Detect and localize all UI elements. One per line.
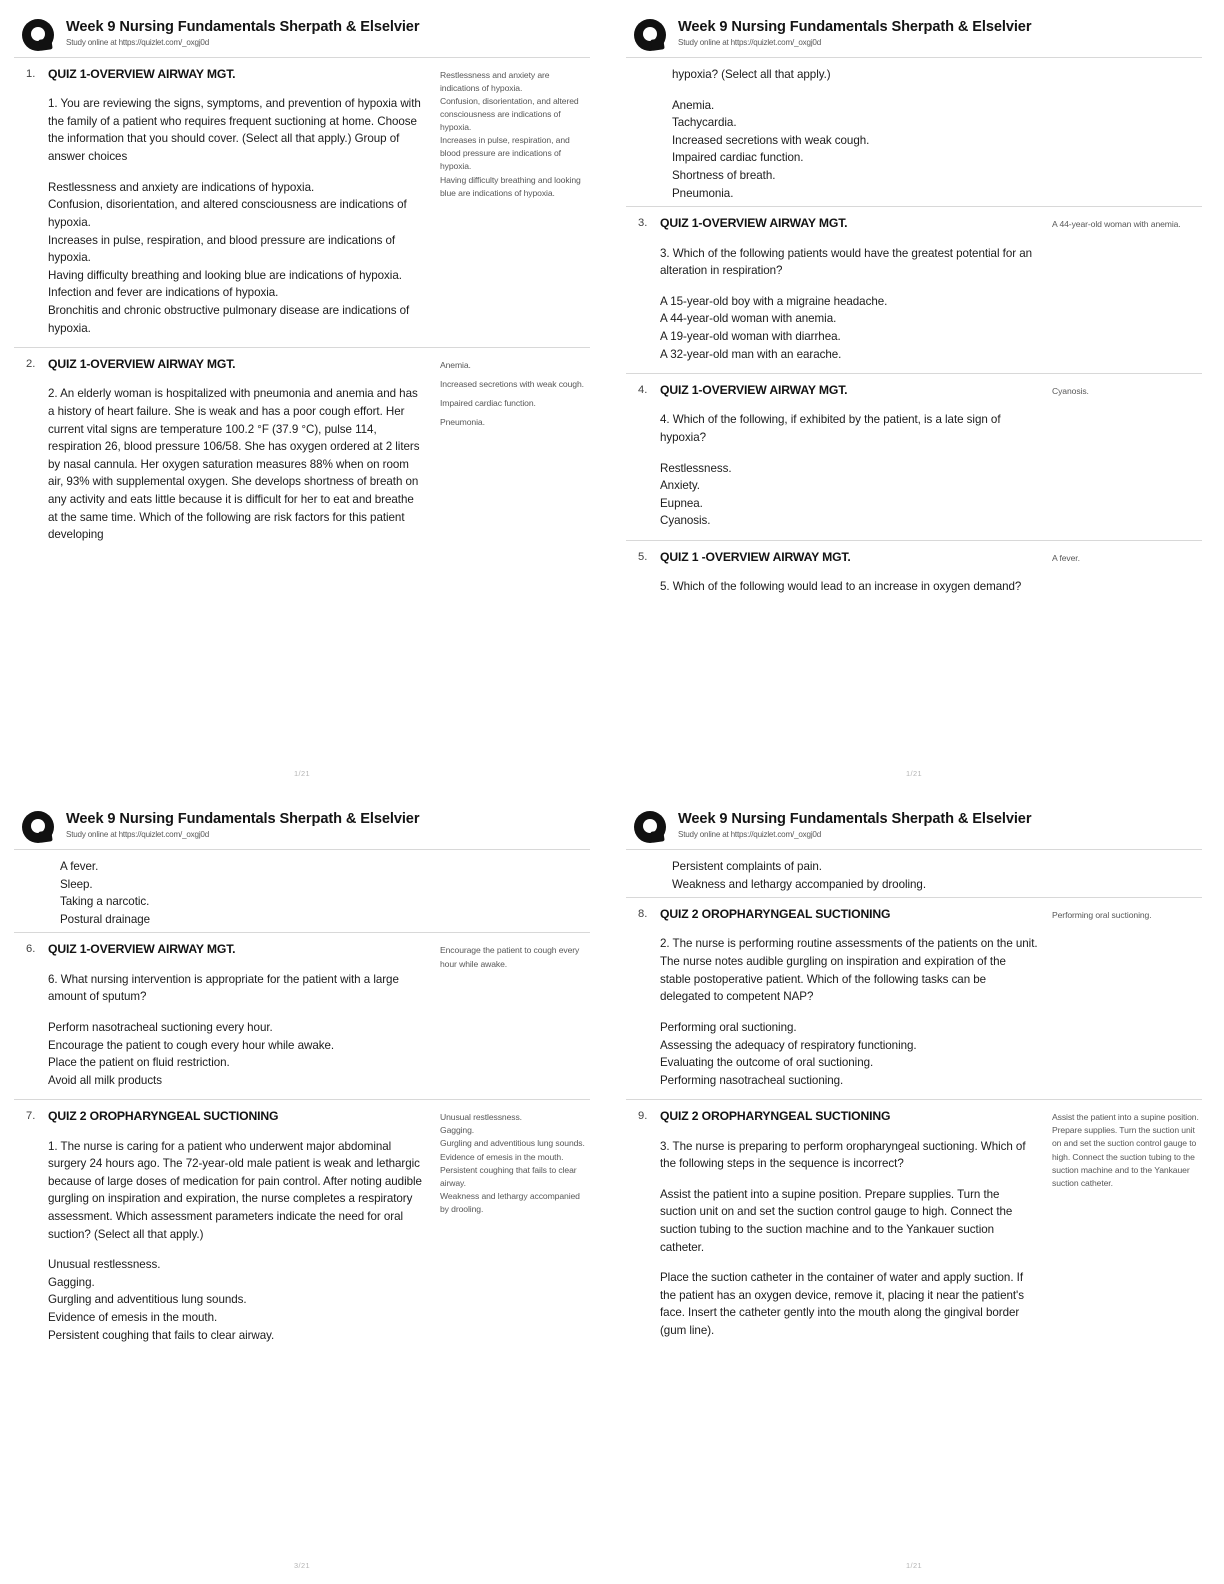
card-term-title: QUIZ 2 OROPHARYNGEAL SUCTIONING [48, 1109, 279, 1124]
card-term-paragraph: Perform nasotracheal suctioning every hour. Encourage the patient to cough every hour while awake. Place the patient on fluid restriction. Avoid all milk products [48, 1020, 335, 1087]
page-sheet [0, 792, 612, 1584]
card-definition-paragraph: Impaired cardiac function. [440, 398, 536, 409]
page-sheet [612, 0, 1224, 792]
continued-paragraph: Anemia. Tachycardia. Increased secretions with weak cough. Impaired cardiac function. Shortness of breath. Pneumonia. [672, 98, 870, 200]
card-term-paragraph: 3. The nurse is preparing to perform oropharyngeal suctioning. Which of the following steps in the sequence is incorrect? [660, 1139, 1026, 1171]
document-title: Week 9 Nursing Fundamentals Sherpath & Elselvier [66, 811, 420, 827]
card-term-paragraph: 3. Which of the following patients would have the greatest potential for an alteration in respiration? [660, 246, 1032, 278]
card-definition-column [440, 1109, 590, 1216]
continued-column [14, 858, 452, 928]
card-term-title: QUIZ 1-OVERVIEW AIRWAY MGT. [48, 942, 236, 957]
quizlet-q-logo-icon [634, 811, 668, 845]
continued-text [60, 858, 438, 928]
card-term-paragraph: Performing oral suctioning. Assessing the adequacy of respiratory functioning. Evaluating the outcome of oral suctioning. Performing nasotracheal suctioning. [660, 1020, 917, 1087]
card-term-paragraph: 1. The nurse is caring for a patient who underwent major abdominal surgery 24 hours ago. The 72-year-old male patient is weak and lethargic because of large doses of medication for pain control. After noting audible gurgling on inspiration and expiration, the nurse completes a respiratory assessment. Which assessment parameters indicate the need for oral suction? (Select all that apply.) [48, 1139, 422, 1241]
card-term-paragraph: Place the suction catheter in the container of water and apply suction. If the patient has an oxygen device, remove it, placing it near the patient's face. Insert the catheter gently into the mouth along the gingival border (gum line). [660, 1271, 1024, 1338]
card-definition-paragraph: Cyanosis. [1052, 386, 1089, 397]
study-online-url: Study online at https://quizlet.com/_oxgj0d [66, 829, 210, 839]
card-row [14, 932, 590, 1099]
continued-paragraph: A fever. Sleep. Taking a narcotic. Postural drainage [60, 860, 151, 926]
page-footer: 3/21 [294, 1561, 310, 1570]
card-definition-paragraph: Pneumonia. [440, 417, 485, 428]
card-row [626, 373, 1202, 540]
study-online-url: Study online at https://quizlet.com/_oxgj0d [678, 829, 822, 839]
card-definition-column [440, 357, 590, 429]
card-term-paragraph: 4. Which of the following, if exhibited by the patient, is a late sign of hypoxia? [660, 413, 1001, 445]
card-term-paragraph: 6. What nursing intervention is appropriate for the patient with a large amount of sputum? [48, 972, 399, 1004]
card-number: 4. [638, 384, 648, 397]
continued-text-block [626, 57, 1202, 206]
card-term-body [48, 95, 426, 337]
page-footer: 1/21 [294, 769, 310, 778]
card-definition-paragraph: A 44-year-old woman with anemia. [1052, 219, 1181, 230]
card-definition-column [440, 942, 590, 970]
card-term-column [48, 67, 440, 337]
continued-column [626, 858, 1064, 893]
card-definition-paragraph: Anemia. [440, 360, 471, 371]
card-term-paragraph: 2. The nurse is performing routine assessments of the patients on the unit. The nurse notes audible gurgling on inspiration and expiration of the stable postoperative patient. Which of the following tasks can be delegated to competent NAP? [660, 937, 1038, 1004]
card-number: 3. [638, 217, 648, 230]
logo-tail [38, 38, 52, 51]
card-number: 7. [26, 1110, 36, 1123]
study-online-url: Study online at https://quizlet.com/_oxgj0d [66, 37, 210, 47]
card-term-title: QUIZ 2 OROPHARYNGEAL SUCTIONING [660, 907, 891, 922]
page-footer: 1/21 [906, 1561, 922, 1570]
card-term-title: QUIZ 1-OVERVIEW AIRWAY MGT. [48, 357, 236, 372]
card-row [626, 540, 1202, 606]
card-term-body [660, 1138, 1038, 1340]
header-text [66, 810, 419, 839]
continued-column [626, 66, 1064, 202]
card-definition-paragraph: Unusual restlessness. Gagging. Gurgling and adventitious lung sounds. Evidence of emesis in the mouth. Persistent coughing that fails to clear airway. Weakness and lethargy accompanied by drooling. [440, 1112, 585, 1214]
card-definition-paragraph: Restlessness and anxiety are indications of hypoxia. Confusion, disorientation, and altered consciousness are indications of hypoxia. Increases in pulse, respiration, and blood pressure are indications of hypoxia. Having difficulty breathing and looking blue are indications of hypoxia. [440, 70, 581, 198]
header-text [678, 810, 1031, 839]
card-term-paragraph: A 15-year-old boy with a migraine headache. A 44-year-old woman with anemia. A 19-year-old woman with diarrhea. A 32-year-old man with an earache. [660, 294, 888, 361]
card-row [14, 1099, 590, 1354]
quizlet-q-logo-icon [634, 19, 668, 53]
page-header [626, 810, 1202, 845]
study-online-url: Study online at https://quizlet.com/_oxgj0d [678, 37, 822, 47]
card-number: 8. [638, 908, 648, 921]
card-term-body [660, 411, 1038, 530]
card-term-body [660, 578, 1038, 596]
card-number: 9. [638, 1110, 648, 1123]
card-term-title: QUIZ 2 OROPHARYNGEAL SUCTIONING [660, 1109, 891, 1124]
card-term-body [48, 971, 426, 1090]
card-list [14, 849, 590, 1551]
card-definition-paragraph: A fever. [1052, 553, 1080, 564]
card-term-body [48, 385, 426, 543]
continued-text-block [14, 849, 590, 932]
quizlet-q-logo-icon [22, 19, 56, 53]
page-header [14, 18, 590, 53]
card-term-paragraph: Assist the patient into a supine position. Prepare supplies. Turn the suction unit on and set the suction control gauge to high. Connect the suction tubing to the suction machine and to the Yankauer suction catheter. [660, 1187, 1013, 1254]
card-term-column [48, 942, 440, 1089]
card-term-paragraph: 5. Which of the following would lead to an increase in oxygen demand? [660, 580, 1022, 594]
card-row [14, 347, 590, 554]
page-header [14, 810, 590, 845]
card-definition-paragraph: Increased secretions with weak cough. [440, 379, 584, 390]
card-row [626, 206, 1202, 373]
quizlet-q-logo-icon [22, 811, 56, 845]
document-title: Week 9 Nursing Fundamentals Sherpath & Elselvier [678, 811, 1032, 827]
card-term-column [660, 216, 1052, 363]
document-title: Week 9 Nursing Fundamentals Sherpath & Elselvier [66, 19, 420, 35]
continued-text [672, 858, 1050, 893]
document-title: Week 9 Nursing Fundamentals Sherpath & Elselvier [678, 19, 1032, 35]
card-term-paragraph: Restlessness. Anxiety. Eupnea. Cyanosis. [660, 461, 732, 528]
page-header [626, 18, 1202, 53]
card-definition-paragraph: Performing oral suctioning. [1052, 910, 1152, 921]
card-term-body [660, 935, 1038, 1089]
page-sheet [612, 792, 1224, 1584]
card-list [626, 849, 1202, 1551]
card-definition-column [1052, 550, 1202, 565]
card-term-title: QUIZ 1-OVERVIEW AIRWAY MGT. [660, 216, 848, 231]
card-term-paragraph: 1. You are reviewing the signs, symptoms, and prevention of hypoxia with the family of a patient who requires frequent suctioning at home. Choose the information that you should cover. (Select all that apply.) Group of answer choices [48, 97, 421, 164]
header-text [678, 18, 1031, 47]
card-list [626, 57, 1202, 759]
card-term-body [660, 245, 1038, 364]
card-definition-column [1052, 383, 1202, 398]
card-term-title: QUIZ 1-OVERVIEW AIRWAY MGT. [660, 383, 848, 398]
card-row [626, 1099, 1202, 1349]
continued-text-block [626, 849, 1202, 897]
card-term-paragraph: 2. An elderly woman is hospitalized with pneumonia and anemia and has a history of heart failure. She is weak and has a poor cough effort. Her current vital signs are temperature 100.2 °F (37.9 °C), pulse 114, respiration 26, blood pressure 106/58. She has oxygen ordered at 2 liters by nasal cannula. Her oxygen saturation measures 88% when on room air, 93% with supplemental oxygen. She develops shortness of breath on any activity and eats little because it is difficult for her to eat and breathe at the same time. Which of the following are risk factors for this patient developing [48, 387, 420, 542]
logo-tail [650, 38, 664, 51]
card-term-title: QUIZ 1 -OVERVIEW AIRWAY MGT. [660, 550, 851, 565]
logo-tail [650, 830, 664, 843]
card-definition-paragraph: Assist the patient into a supine position. Prepare supplies. Turn the suction unit on and set the suction control gauge to high. Connect the suction tubing to the suction machine and to the Yankauer suction catheter. [1052, 1112, 1199, 1188]
card-definition-column [1052, 216, 1202, 231]
page-sheet [0, 0, 612, 792]
card-number: 1. [26, 68, 36, 80]
card-definition-paragraph: Encourage the patient to cough every hour while awake. [440, 945, 580, 969]
card-term-paragraph: Unusual restlessness. Gagging. Gurgling and adventitious lung sounds. Evidence of emesis in the mouth. Persistent coughing that fails to clear airway. [48, 1258, 275, 1342]
card-definition-column [1052, 1109, 1202, 1189]
page-footer: 1/21 [906, 769, 922, 778]
card-definition-column [1052, 907, 1202, 922]
card-term-column [48, 1109, 440, 1344]
card-term-column [660, 550, 1052, 596]
card-row [14, 57, 590, 347]
card-term-column [660, 907, 1052, 1089]
card-number: 6. [26, 943, 36, 956]
logo-tail [38, 830, 52, 843]
card-term-paragraph: Restlessness and anxiety are indications of hypoxia. Confusion, disorientation, and altered consciousness are indications of hypoxia. Increases in pulse, respiration, and blood pressure are indications of hypoxia. Having difficulty breathing and looking blue are indications of hypoxia. Infection and fever are indications of hypoxia. Bronchitis and chronic obstructive pulmonary disease are indications of hypoxia. [48, 180, 410, 335]
card-number: 2. [26, 358, 36, 371]
continued-paragraph: hypoxia? (Select all that apply.) [672, 68, 831, 81]
card-list [14, 57, 590, 759]
card-definition-column [440, 67, 590, 200]
card-term-column [48, 357, 440, 544]
card-term-title: QUIZ 1-OVERVIEW AIRWAY MGT. [48, 67, 236, 81]
card-term-column [660, 383, 1052, 530]
card-number: 5. [638, 551, 648, 564]
continued-paragraph: Persistent complaints of pain. Weakness and lethargy accompanied by drooling. [672, 860, 926, 891]
card-term-column [660, 1109, 1052, 1339]
continued-text [672, 66, 1050, 202]
card-row [626, 897, 1202, 1099]
card-term-body [48, 1138, 426, 1345]
header-text [66, 18, 419, 47]
